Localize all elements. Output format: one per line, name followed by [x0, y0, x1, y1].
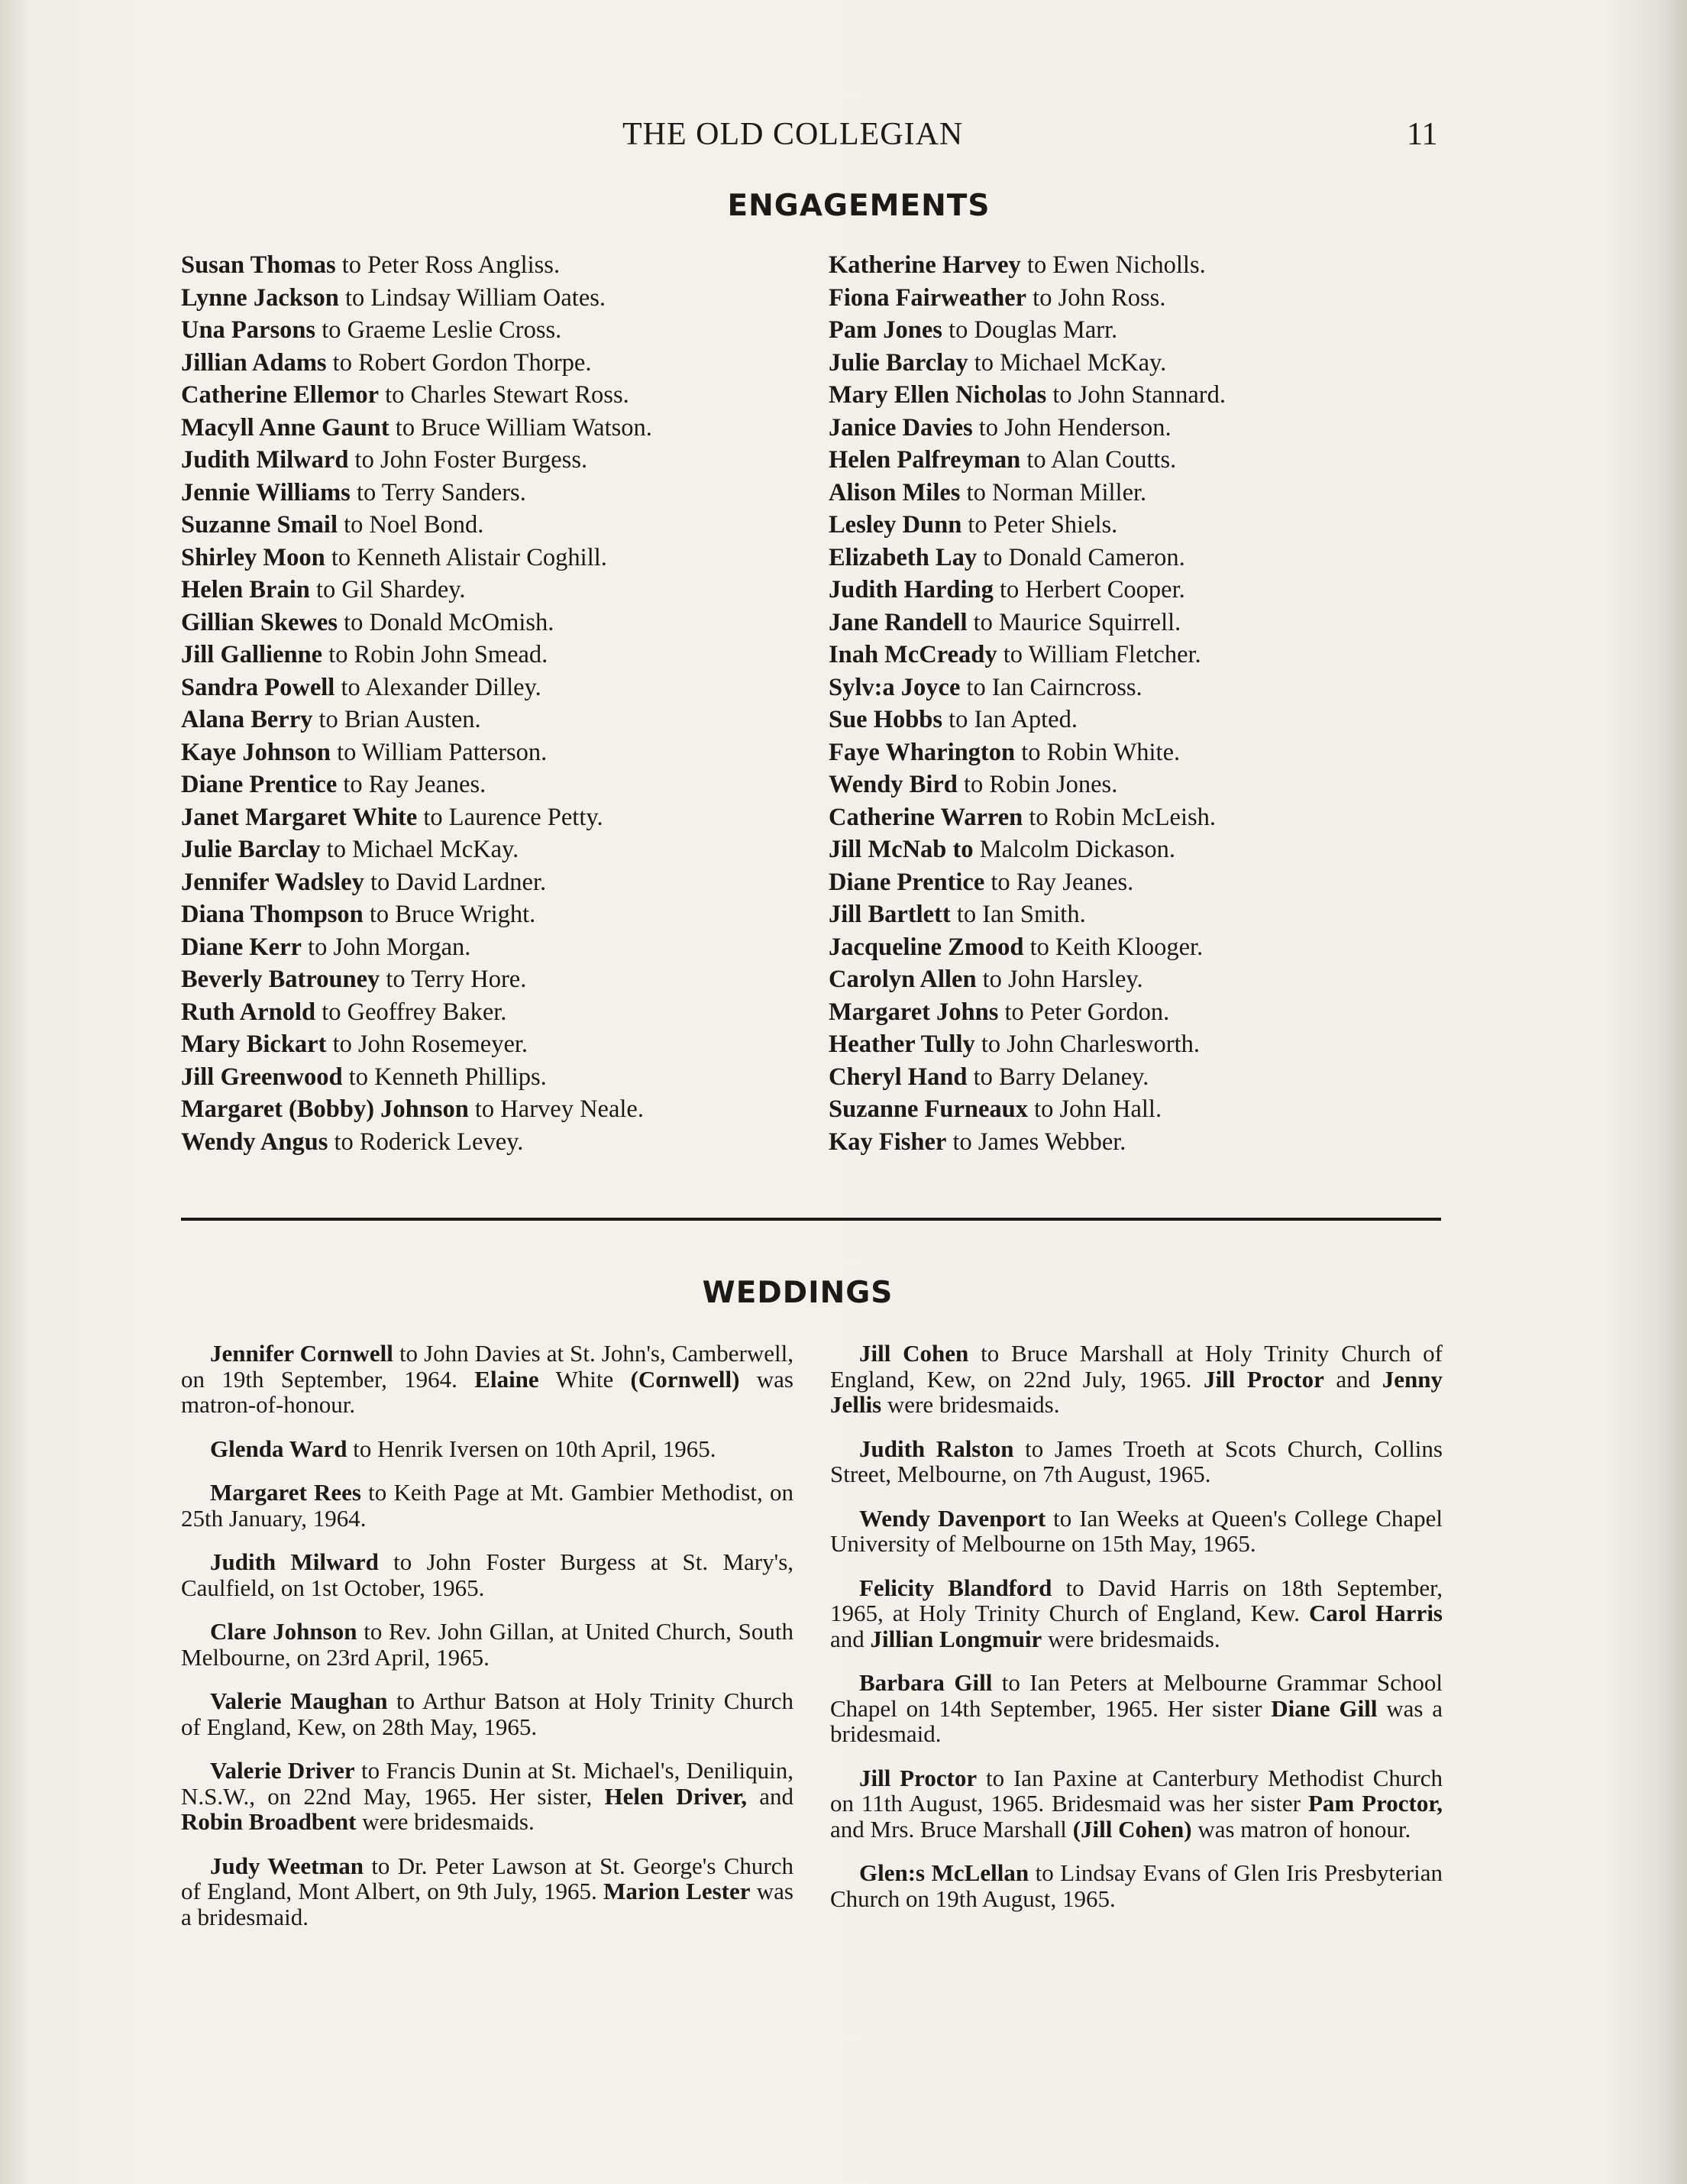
engagements-left-column	[181, 249, 807, 1158]
journal-title: THE OLD COLLEGIAN	[622, 117, 964, 152]
engagement-entry	[829, 314, 1455, 347]
engagement-name: Helen Palfreyman	[829, 446, 1021, 474]
engagement-name: Diana Thompson	[181, 901, 364, 928]
engagement-name: Cheryl Hand	[829, 1063, 968, 1091]
engagement-name: Catherine Ellemor	[181, 381, 380, 409]
engagement-partner: to John Ross.	[1026, 283, 1166, 312]
wedding-name: Margaret Rees	[210, 1479, 361, 1506]
engagement-entry	[829, 477, 1455, 510]
engagement-entry	[829, 509, 1455, 542]
wedding-name: Jillian Longmuir	[870, 1625, 1042, 1652]
engagement-name: Catherine Warren	[829, 803, 1023, 831]
wedding-text: was matron of honour.	[1191, 1815, 1411, 1843]
engagements-right-column	[829, 249, 1455, 1158]
engagement-partner: to Douglas Marr.	[942, 316, 1118, 344]
wedding-text: was a bridesmaid.	[830, 1694, 1443, 1747]
engagement-partner: to Terry Hore.	[380, 966, 527, 993]
engagement-entry	[181, 412, 807, 445]
engagement-entry	[181, 639, 807, 671]
wedding-text: was a bridesmaid.	[181, 1878, 793, 1930]
wedding-name: Elaine	[474, 1365, 539, 1393]
engagement-partner: to Peter Gordon.	[998, 998, 1170, 1026]
engagement-partner: to John Charlesworth.	[974, 1031, 1201, 1058]
engagement-partner: to John Harsley.	[976, 966, 1143, 993]
engagement-entry	[181, 1093, 807, 1126]
engagement-name: Diane Prentice	[829, 868, 985, 896]
wedding-name: Judy Weetman	[210, 1852, 364, 1879]
engagement-partner: to John Stannard.	[1046, 381, 1226, 409]
engagement-entry	[181, 671, 807, 704]
engagement-partner: to Robin White.	[1015, 738, 1181, 766]
wedding-name: Judith Ralston	[859, 1435, 1014, 1462]
engagement-name: Jennifer Wadsley	[181, 868, 364, 896]
engagement-entry	[829, 671, 1455, 704]
wedding-entry	[830, 1575, 1443, 1652]
engagement-name: Gillian Skewes	[181, 608, 338, 636]
engagement-name: Jill Bartlett	[829, 901, 951, 928]
wedding-name: (Cornwell)	[630, 1365, 740, 1393]
engagement-entry	[829, 801, 1455, 834]
engagement-name: Jennie Williams	[181, 478, 351, 506]
running-header	[0, 116, 1687, 154]
engagement-partner: to Ian Smith.	[950, 901, 1086, 928]
engagement-name: Alison Miles	[829, 478, 961, 506]
engagement-entry	[829, 639, 1455, 671]
engagement-entry	[829, 379, 1455, 412]
engagement-name: Lynne Jackson	[181, 283, 339, 312]
engagement-partner: to Peter Ross Angliss.	[335, 251, 561, 279]
wedding-text: to David Harris on 18th September, 1965, at Holy Trinity Church of England, Kew.	[830, 1574, 1443, 1626]
wedding-name: Barbara Gill	[859, 1669, 993, 1696]
wedding-text: to Bruce Marshall at Holy Trinity Church of England, Kew, on 22nd July, 1965.	[830, 1340, 1443, 1393]
engagement-partner: to Ray Jeanes.	[984, 868, 1134, 896]
engagement-entry	[181, 996, 807, 1029]
engagement-partner: to Alan Coutts.	[1020, 446, 1177, 474]
engagement-name: Pam Jones	[829, 316, 942, 344]
engagement-name: Suzanne Furneaux	[829, 1095, 1028, 1123]
wedding-entry	[181, 1436, 793, 1462]
engagement-name: Wendy Angus	[181, 1128, 328, 1156]
wedding-entry	[830, 1436, 1443, 1487]
engagement-name: Sandra Powell	[181, 673, 335, 701]
engagement-entry	[829, 1028, 1455, 1061]
engagement-partner: to Geoffrey Baker.	[315, 998, 507, 1026]
wedding-text: to John Davies at St. John's, Camberwell, on 19th September, 1964.	[181, 1340, 793, 1393]
engagement-entry	[829, 996, 1455, 1029]
engagement-entry	[181, 1126, 807, 1159]
engagement-partner: to Donald McOmish.	[337, 608, 554, 636]
wedding-entry	[181, 1688, 793, 1739]
wedding-name: Jennifer Cornwell	[210, 1340, 393, 1367]
engagement-partner: Malcolm Dickason.	[973, 836, 1176, 863]
engagement-entry	[181, 509, 807, 542]
wedding-name: Marion Lester	[603, 1878, 751, 1904]
engagement-entry	[181, 898, 807, 931]
wedding-name: Felicity Blandford	[859, 1574, 1052, 1601]
engagement-name: Una Parsons	[181, 316, 316, 344]
wedding-name: Jill Proctor	[1203, 1365, 1324, 1393]
engagement-entry	[181, 607, 807, 639]
engagement-partner: to Keith Klooger.	[1023, 933, 1204, 961]
engagement-entry	[829, 542, 1455, 574]
engagement-partner: to Norman Miller.	[960, 478, 1147, 506]
engagement-name: Jill Greenwood	[181, 1063, 343, 1091]
engagement-name: Macyll Anne Gaunt	[181, 413, 389, 442]
engagement-name: Margaret Johns	[829, 998, 999, 1026]
engagement-partner: to John Hall.	[1027, 1095, 1162, 1123]
engagement-entry	[181, 444, 807, 477]
engagement-entry	[181, 477, 807, 510]
engagement-name: Faye Wharington	[829, 738, 1016, 766]
engagement-partner: to Kenneth Alistair Coghill.	[325, 543, 607, 571]
engagement-partner: to Robin John Smead.	[322, 641, 548, 668]
wedding-text: to Ian Weeks at Queen's College Chapel University of Melbourne on 15th May, 1965.	[830, 1504, 1443, 1557]
wedding-name: Valerie Driver	[210, 1757, 355, 1784]
engagement-name: Margaret (Bobby) Johnson	[181, 1095, 469, 1123]
engagement-partner: to Robert Gordon Thorpe.	[326, 348, 592, 377]
wedding-text: to Dr. Peter Lawson at St. George's Church of England, Mont Albert, on 9th July, 1965.	[181, 1852, 793, 1904]
wedding-entry	[181, 1549, 793, 1600]
engagement-partner: to Harvey Neale.	[468, 1095, 644, 1123]
engagement-partner: to Michael McKay.	[968, 348, 1167, 377]
engagement-partner: to Donald Cameron.	[977, 543, 1185, 571]
engagement-partner: to Michael McKay.	[320, 836, 519, 863]
wedding-text: to Francis Dunin at St. Michael's, Deniliquin, N.S.W., on 22nd May, 1965. Her sister,	[181, 1757, 793, 1810]
engagement-name: Shirley Moon	[181, 543, 325, 571]
wedding-text: and	[830, 1625, 871, 1652]
engagement-partner: to Robin Jones.	[957, 771, 1118, 798]
wedding-entry	[830, 1765, 1443, 1843]
wedding-text: to John Foster Burgess at St. Mary's, Caulfield, on 1st October, 1965.	[181, 1548, 794, 1601]
engagement-name: Helen Brain	[181, 576, 310, 603]
wedding-text: were bridesmaids.	[881, 1391, 1060, 1418]
wedding-text: to Henrik Iversen on 10th April, 1965.	[347, 1435, 716, 1462]
engagement-name: Jillian Adams	[181, 348, 327, 377]
weddings-left-column	[181, 1341, 793, 1948]
engagement-entry	[181, 768, 807, 801]
engagement-entry	[829, 963, 1455, 996]
engagement-partner: to Noel Bond.	[337, 511, 484, 539]
engagement-entry	[181, 801, 807, 834]
wedding-entry	[830, 1341, 1443, 1418]
wedding-name: Jenny Jellis	[830, 1365, 1443, 1418]
engagement-entry	[181, 931, 807, 964]
wedding-entry	[830, 1506, 1443, 1557]
engagement-partner: to John Henderson.	[972, 413, 1172, 442]
wedding-name: Judith Milward	[210, 1548, 379, 1575]
engagement-name: Katherine Harvey	[829, 251, 1021, 279]
engagement-name: Julie Barclay	[181, 836, 321, 863]
engagement-partner: to Peter Shiels.	[961, 511, 1118, 539]
engagement-name: Susan Thomas	[181, 251, 336, 279]
engagement-entry	[181, 866, 807, 899]
engagement-name: Jill McNab to	[829, 836, 974, 863]
engagement-partner: to Graeme Leslie Cross.	[315, 316, 562, 344]
engagement-name: Sue Hobbs	[829, 706, 943, 733]
engagement-partner: to Maurice Squirrell.	[967, 608, 1181, 636]
wedding-text: to Ian Peters at Melbourne Grammar School Chapel on 14th September, 1965. Her sister	[830, 1669, 1443, 1722]
engagement-entry	[829, 249, 1455, 282]
wedding-entry	[181, 1853, 793, 1930]
engagement-partner: to Brian Austen.	[312, 706, 481, 733]
engagement-entry	[829, 1126, 1455, 1159]
engagement-entry	[181, 347, 807, 380]
wedding-entry	[181, 1341, 793, 1418]
engagement-partner: to Barry Delaney.	[967, 1063, 1149, 1091]
engagement-entry	[829, 704, 1455, 736]
engagement-entry	[829, 931, 1455, 964]
engagement-entry	[181, 379, 807, 412]
wedding-text: to Keith Page at Mt. Gambier Methodist, on 25th January, 1964.	[181, 1479, 793, 1532]
section-divider	[181, 1218, 1441, 1221]
engagement-partner: to William Fletcher.	[997, 641, 1201, 668]
weddings-heading: WEDDINGS	[702, 1276, 894, 1310]
engagement-entry	[829, 768, 1455, 801]
engagement-name: Mary Ellen Nicholas	[829, 381, 1047, 409]
engagement-entry	[181, 249, 807, 282]
wedding-text: and Mrs. Bruce Marshall	[830, 1815, 1073, 1843]
engagement-name: Fiona Fairweather	[829, 283, 1027, 312]
wedding-entry	[181, 1758, 793, 1835]
engagement-partner: to Herbert Cooper.	[993, 576, 1185, 603]
engagement-entry	[829, 282, 1455, 315]
engagement-partner: to Kenneth Phillips.	[342, 1063, 547, 1091]
wedding-name: Glen:s McLellan	[859, 1859, 1029, 1886]
wedding-entry	[830, 1670, 1443, 1747]
engagement-entry	[181, 833, 807, 866]
engagement-entry	[181, 704, 807, 736]
wedding-name: Valerie Maughan	[210, 1687, 388, 1714]
engagement-name: Alana Berry	[181, 706, 313, 733]
engagement-name: Wendy Bird	[829, 771, 958, 798]
wedding-entry	[181, 1619, 793, 1670]
engagement-entry	[829, 1093, 1455, 1126]
engagement-entry	[181, 736, 807, 769]
engagement-entry	[829, 347, 1455, 380]
engagement-partner: to David Lardner.	[364, 868, 547, 896]
engagement-entry	[829, 898, 1455, 931]
wedding-text: to Arthur Batson at Holy Trinity Church of England, Kew, on 28th May, 1965.	[181, 1687, 793, 1740]
engagement-entry	[829, 412, 1455, 445]
wedding-text: and	[746, 1782, 793, 1810]
engagement-entry	[829, 866, 1455, 899]
engagement-name: Jacqueline Zmood	[829, 933, 1024, 961]
engagement-partner: to Ray Jeanes.	[337, 771, 486, 798]
engagement-entry	[181, 963, 807, 996]
engagement-name: Carolyn Allen	[829, 966, 977, 993]
wedding-name: Glenda Ward	[210, 1435, 347, 1462]
wedding-text: were bridesmaids.	[356, 1808, 535, 1835]
wedding-name: Robin Broadbent	[181, 1808, 357, 1835]
wedding-name: Jill Proctor	[859, 1764, 978, 1791]
wedding-name: Helen Driver,	[604, 1782, 747, 1810]
engagement-entry	[829, 607, 1455, 639]
engagement-name: Kay Fisher	[829, 1128, 947, 1156]
wedding-name: Clare Johnson	[210, 1618, 357, 1645]
engagement-entry	[181, 314, 807, 347]
engagement-entry	[181, 542, 807, 574]
engagement-partner: to John Morgan.	[301, 933, 471, 961]
engagement-partner: to Laurence Petty.	[417, 803, 603, 831]
engagement-entry	[181, 574, 807, 607]
engagement-partner: to Ian Cairncross.	[960, 673, 1142, 701]
wedding-name: Wendy Davenport	[859, 1504, 1046, 1532]
engagement-name: Judith Harding	[829, 576, 994, 603]
engagement-entry	[181, 1061, 807, 1094]
engagement-partner: to Roderick Levey.	[328, 1128, 524, 1156]
engagement-name: Sylv:a Joyce	[829, 673, 961, 701]
engagement-partner: to Lindsay William Oates.	[338, 283, 606, 312]
wedding-name: Pam Proctor,	[1307, 1790, 1443, 1817]
engagement-name: Suzanne Smail	[181, 511, 338, 539]
engagement-entry	[829, 1061, 1455, 1094]
wedding-name: Carol Harris	[1308, 1600, 1443, 1626]
engagement-partner: to Bruce Wright.	[363, 901, 536, 928]
engagement-name: Elizabeth Lay	[829, 543, 978, 571]
engagement-entry	[829, 574, 1455, 607]
engagement-name: Diane Prentice	[181, 771, 338, 798]
engagement-name: Ruth Arnold	[181, 998, 316, 1026]
wedding-text: to Ian Paxine at Canterbury Methodist Church on 11th August, 1965. Bridesmaid was her sister	[830, 1764, 1443, 1817]
wedding-entry	[181, 1480, 793, 1531]
wedding-text: was matron-of-honour.	[181, 1365, 793, 1418]
engagements-heading: ENGAGEMENTS	[727, 189, 991, 223]
engagement-name: Julie Barclay	[829, 348, 968, 377]
page-number: 11	[1407, 117, 1438, 152]
engagement-partner: to William Patterson.	[330, 738, 548, 766]
wedding-text: to James Troeth at Scots Church, Collins Street, Melbourne, on 7th August, 1965.	[830, 1435, 1443, 1487]
weddings-right-column	[830, 1341, 1443, 1930]
engagement-partner: to John Rosemeyer.	[326, 1031, 528, 1058]
engagement-partner: to James Webber.	[946, 1128, 1126, 1156]
engagement-name: Mary Bickart	[181, 1031, 327, 1058]
engagement-name: Inah McCready	[829, 641, 997, 668]
engagement-name: Heather Tully	[829, 1031, 975, 1058]
wedding-text: and	[1323, 1365, 1382, 1393]
engagement-name: Beverly Batrouney	[181, 966, 380, 993]
engagement-partner: to Alexander Dilley.	[334, 673, 541, 701]
wedding-text: were bridesmaids.	[1042, 1625, 1220, 1652]
wedding-text: White	[538, 1365, 631, 1393]
engagement-name: Janet Margaret White	[181, 803, 418, 831]
engagement-partner: to Bruce William Watson.	[389, 413, 652, 442]
engagement-name: Diane Kerr	[181, 933, 302, 961]
engagement-partner: to Ian Apted.	[942, 706, 1078, 733]
engagement-name: Judith Milward	[181, 446, 349, 474]
engagement-partner: to Terry Sanders.	[350, 478, 526, 506]
engagement-partner: to Ewen Nicholls.	[1020, 251, 1206, 279]
wedding-name: (Jill Cohen)	[1072, 1815, 1192, 1843]
engagement-name: Kaye Johnson	[181, 738, 331, 766]
wedding-name: Jill Cohen	[859, 1340, 969, 1367]
wedding-entry	[830, 1860, 1443, 1911]
wedding-text: to Rev. John Gillan, at United Church, South Melbourne, on 23rd April, 1965.	[181, 1618, 793, 1671]
engagement-entry	[181, 1028, 807, 1061]
engagement-name: Jill Gallienne	[181, 641, 323, 668]
engagement-name: Jane Randell	[829, 608, 968, 636]
engagement-entry	[829, 444, 1455, 477]
engagement-name: Lesley Dunn	[829, 511, 962, 539]
wedding-name: Diane Gill	[1271, 1694, 1378, 1722]
engagement-entry	[829, 736, 1455, 769]
engagement-entry	[181, 282, 807, 315]
engagement-name: Janice Davies	[829, 413, 973, 442]
engagement-partner: to John Foster Burgess.	[348, 446, 588, 474]
engagement-partner: to Robin McLeish.	[1023, 803, 1217, 831]
engagement-entry	[829, 833, 1455, 866]
engagement-partner: to Gil Shardey.	[309, 576, 466, 603]
engagement-partner: to Charles Stewart Ross.	[379, 381, 629, 409]
wedding-text: to Lindsay Evans of Glen Iris Presbyterian Church on 19th August, 1965.	[830, 1859, 1443, 1912]
